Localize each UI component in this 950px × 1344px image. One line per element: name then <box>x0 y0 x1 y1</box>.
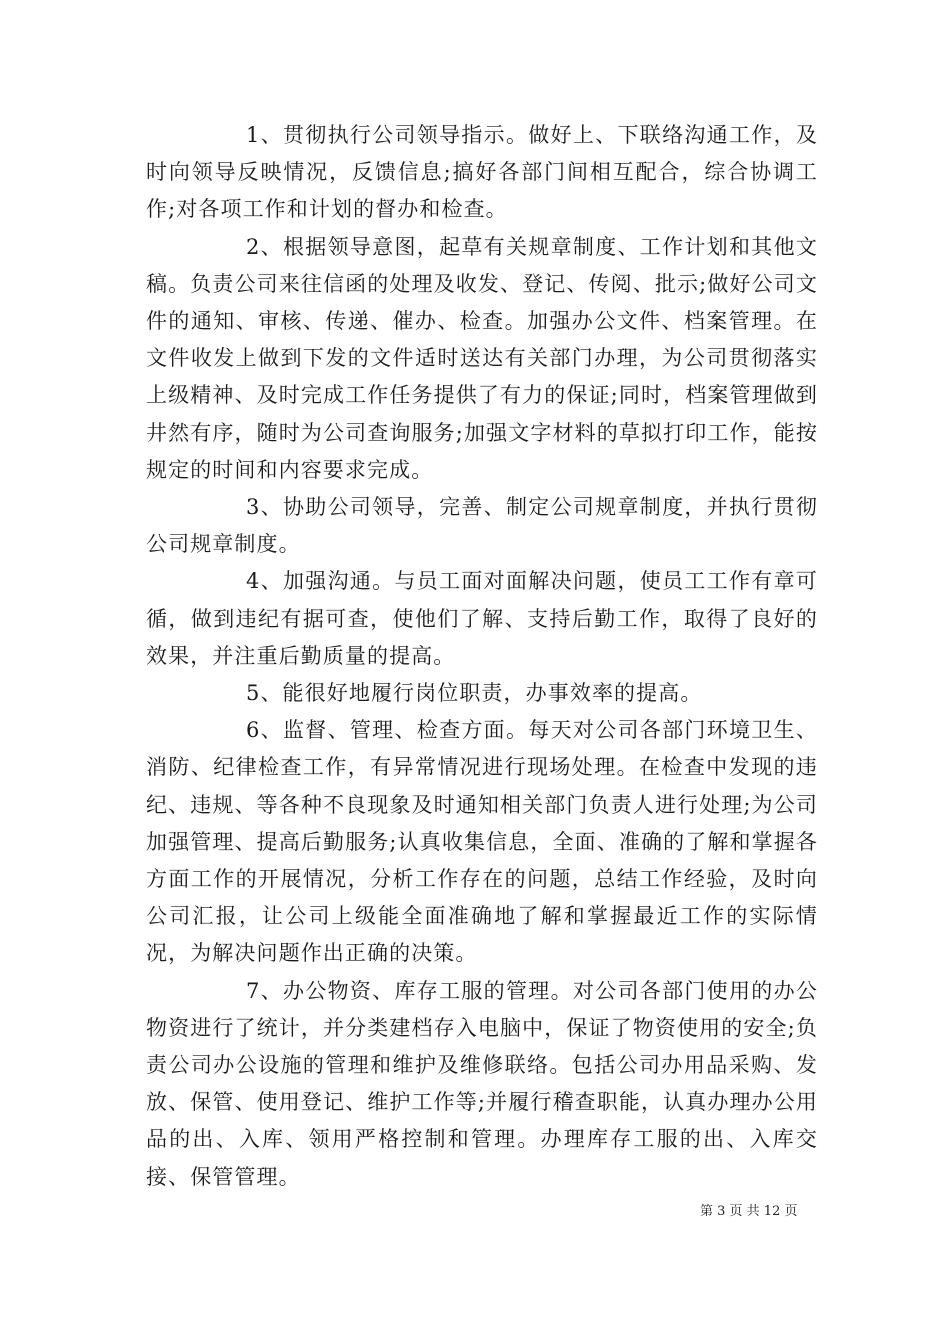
paragraph-4: 4、加强沟通。与员工面对面解决问题，使员工工作有章可循，做到违纪有据可查，使他们了解、支持后勤工作，取得了良好的效果，并注重后勤质量的提高。 <box>146 569 818 668</box>
document-body <box>146 117 818 1196</box>
paragraph-2: 2、根据领导意图，起草有关规章制度、工作计划和其他文稿。负责公司来往信函的处理及收发、登记、传阅、批示;做好公司文件的通知、审核、传递、催办、检查。加强办公文件、档案管理。在文件收发上做到下发的文件适时送达有关部门办理，为公司贯彻落实上级精神、及时完成工作任务提供了有力的保证;同时，档案管理做到井然有序，随时为公司查询服务;加强文字材料的草拟打印工作，能按规定的时间和内容要求完成。 <box>146 234 818 482</box>
paragraph-1: 1、贯彻执行公司领导指示。做好上、下联络沟通工作，及时向领导反映情况，反馈信息;搞好各部门间相互配合，综合协调工作;对各项工作和计划的督办和检查。 <box>146 123 818 222</box>
paragraph-7: 7、办公物资、库存工服的管理。对公司各部门使用的办公物资进行了统计，并分类建档存入电脑中，保证了物资使用的安全;负责公司办公设施的管理和维护及维修联络。包括公司办用品采购、发放、保管、使用登记、维护工作等;并履行稽查职能，认真办理办公用品的出、入库、领用严格控制和管理。办理库存工服的出、入库交接、保管管理。 <box>146 978 818 1189</box>
paragraph-5: 5、能很好地履行岗位职责，办事效率的提高。 <box>246 681 703 706</box>
paragraph-3: 3、协助公司领导，完善、制定公司规章制度，并执行贯彻公司规章制度。 <box>146 495 818 557</box>
page-number-footer: 第 3 页 共 12 页 <box>700 1204 798 1219</box>
paragraph-6: 6、监督、管理、检查方面。每天对公司各部门环境卫生、消防、纪律检查工作，有异常情况进行现场处理。在检查中发现的违纪、违规、等各种不良现象及时通知相关部门负责人进行处理;为公司加强管理、提高后勤服务;认真收集信息，全面、准确的了解和掌握各方面工作的开展情况，分析工作存在的问题，总结工作经验，及时向公司汇报，让公司上级能全面准确地了解和掌握最近工作的实际情况，为解决问题作出正确的决策。 <box>146 718 818 966</box>
